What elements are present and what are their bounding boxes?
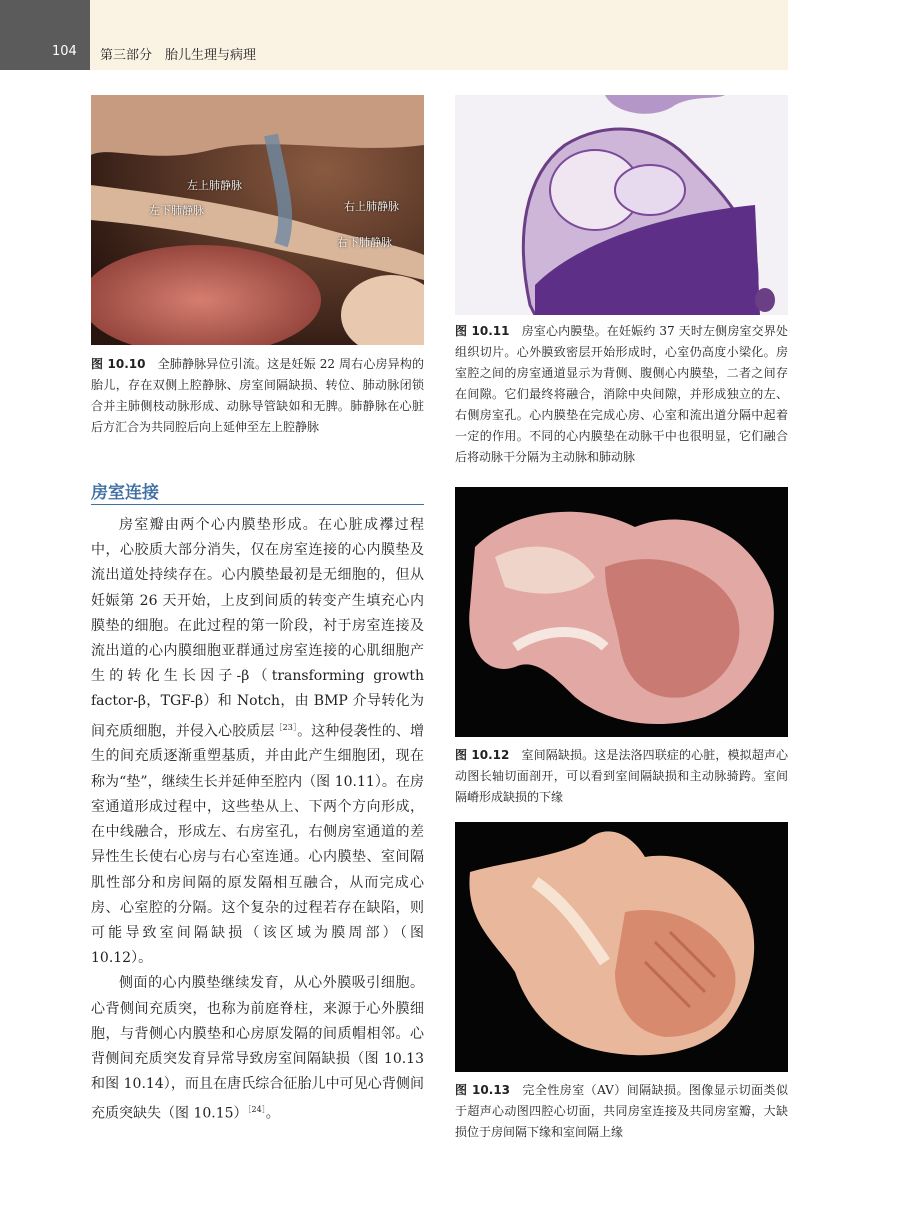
figure-10-10-label: 图 10.10 <box>91 357 146 371</box>
figure-10-10-photo <box>91 95 424 345</box>
figure-10-13-photo <box>455 822 788 1072</box>
figure-10-11-caption-text: 房室心内膜垫。在妊娠约 37 天时左侧房室交界处组织切片。心外膜致密层开始形成时，心室仍高度小梁化。房室腔之间的房室通道显示为背侧、腹侧心内膜垫，二者之间存在间隙。它们最终将融合，消除中央间隙，并形成独立的左、右侧房室孔。心内膜垫在完成心房、心室和流出道分隔中起着一定的作用。不同的心内膜垫在动脉干中也很明显，它们融合后将动脉干分隔为主动脉和肺动脉 <box>455 324 788 464</box>
figure-10-13-label: 图 10.13 <box>455 1083 511 1097</box>
section-title: 房室连接 <box>91 483 159 503</box>
figure-10-12-caption-text: 室间隔缺损。这是法洛四联症的心脏，模拟超声心动图长轴切面剖开，可以看到室间隔缺损和主动脉骑跨。室间隔嵴形成缺损的下缘 <box>455 748 788 804</box>
figure-10-13-caption <box>455 1080 788 1143</box>
citation-24: ［24］ <box>247 1105 266 1115</box>
paragraph-1-part-b: 。这种侵袭性的、增生的间充质逐渐重塑基质，并由此产生细胞团，现在称为“垫”，继续生长并延伸至腔内（图 10.11）。在房室通道形成过程中，这些垫从上、下两个方向形成，在中线融合，形成左、右房室孔，右侧房室通道的差异性生长使右心房与右心室连通。心内膜垫、室间隔肌性部分和房间隔的原发隔相互融合，从而完成心房、心室腔的分隔。这个复杂的过程若存在缺陷，则可能导致室间隔缺损（该区域为膜周部）（图 10.12）。 <box>91 723 424 967</box>
page-number: 104 <box>52 44 77 59</box>
paragraph-2-part-b: 。 <box>265 1105 280 1122</box>
figure-10-12-label: 图 10.12 <box>455 748 510 762</box>
figure-10-10-caption-text: 全肺静脉异位引流。这是妊娠 22 周右心房异构的胎儿，存在双侧上腔静脉、房室间隔缺损、转位、肺动脉闭锁合并主肺侧枝动脉形成、动脉导管缺如和无脾。肺静脉在心脏后方汇合为共同腔后向上延伸至左上腔静脉 <box>91 357 424 434</box>
running-header: 第三部分 胎儿生理与病理 <box>100 48 257 63</box>
figure-10-11-caption <box>455 321 788 468</box>
figure-10-13-caption-text: 完全性房室（AV）间隔缺损。图像显示切面类似于超声心动图四腔心切面，共同房室连接及共同房室瓣，大缺损位于房间隔下缘和室间隔上缘 <box>455 1083 788 1139</box>
section-rule <box>91 504 424 505</box>
citation-23: ［23］ <box>274 722 298 732</box>
label-left-inferior-pulmonary-vein: 左下肺静脉 <box>149 204 204 217</box>
page-number-tab <box>0 0 90 70</box>
paragraph-1 <box>91 513 424 971</box>
figure-10-12-caption <box>455 745 788 808</box>
figure-10-10-caption <box>91 354 424 438</box>
figure-10-11-label: 图 10.11 <box>455 324 510 338</box>
paragraph-2 <box>91 971 424 1127</box>
label-left-superior-pulmonary-vein: 左上肺静脉 <box>187 179 242 192</box>
paragraph-2-part-a: 侧面的心内膜垫继续发育，从心外膜吸引细胞。心背侧间充质突，也称为前庭脊柱，来源于心外膜细胞，与背侧心内膜垫和心房原发隔的间质帽相邻。心背侧间充质突发育异常导致房室间隔缺损（图 10.13 和图 10.14），而且在唐氏综合征胎儿中可见心背侧间充质突缺失（图 10.15） <box>91 975 424 1122</box>
label-right-inferior-pulmonary-vein: 右下肺静脉 <box>337 236 392 249</box>
label-right-superior-pulmonary-vein: 右上肺静脉 <box>344 200 399 213</box>
figure-10-11-histology <box>455 95 788 315</box>
body-text <box>91 513 424 1127</box>
figure-10-12-photo <box>455 487 788 737</box>
paragraph-1-part-a: 房室瓣由两个心内膜垫形成。在心脏成襻过程中，心胶质大部分消失，仅在房室连接的心内膜垫及流出道处持续存在。心内膜垫最初是无细胞的，但从妊娠第 26 天开始，上皮到间质的转变产生填充心内膜垫的细胞。在此过程的第一阶段，衬于房室连接及流出道的心内膜细胞亚群通过房室连接的心肌细胞产生的转化生长因子-β（transforming growth factor-β，TGF-β）和 Notch，由 BMP 介导转化为间充质细胞，并侵入心胶质层 <box>91 517 424 740</box>
